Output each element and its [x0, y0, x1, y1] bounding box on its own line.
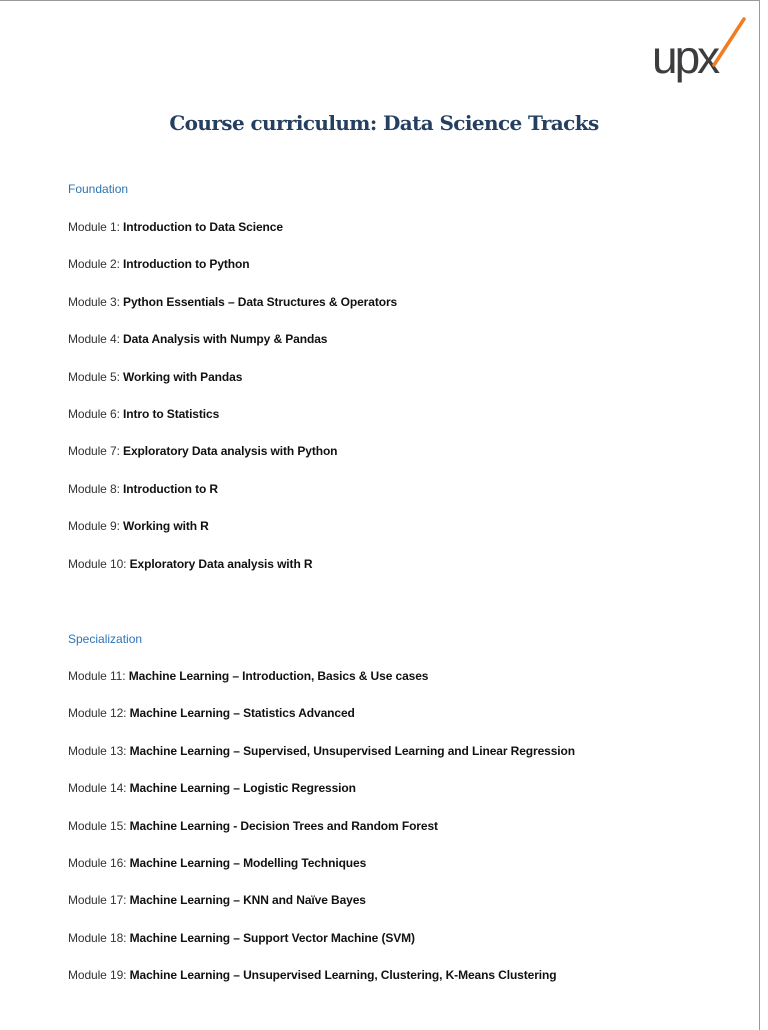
module-number: Module 7: — [68, 444, 120, 459]
module-number: Module 8: — [68, 481, 120, 496]
module-item — [68, 444, 397, 481]
module-number: Module 15: — [68, 818, 127, 833]
module-item — [68, 706, 575, 743]
module-title: Working with Pandas — [123, 369, 243, 384]
module-item — [68, 370, 397, 407]
section-heading-foundation: Foundation — [68, 182, 129, 196]
module-number: Module 17: — [68, 893, 127, 908]
module-number: Module 10: — [68, 556, 127, 571]
section-heading-specialization: Specialization — [68, 632, 143, 646]
svg-text:upx: upx — [652, 31, 718, 83]
module-number: Module 19: — [68, 968, 127, 983]
page-title: Course curriculum: Data Science Tracks — [169, 111, 599, 135]
module-item — [68, 669, 575, 706]
module-title: Exploratory Data analysis with Python — [123, 444, 338, 459]
module-number: Module 11: — [68, 669, 126, 683]
module-title: Intro to Statistics — [123, 406, 220, 421]
module-number: Module 14: — [68, 781, 127, 796]
module-item — [68, 257, 397, 294]
module-item — [68, 557, 397, 594]
module-item — [68, 744, 575, 781]
module-number: Module 5: — [68, 369, 120, 384]
module-number: Module 16: — [68, 855, 127, 870]
module-item — [68, 482, 397, 519]
module-item — [68, 968, 575, 1005]
module-item — [68, 856, 575, 893]
module-title: Introduction to Data Science — [123, 220, 283, 234]
module-number: Module 18: — [68, 930, 127, 945]
module-title: Machine Learning - Decision Trees and Random Forest — [129, 818, 438, 833]
module-item — [68, 519, 397, 556]
module-title: Machine Learning – KNN and Naïve Bayes — [129, 893, 366, 908]
upx-logo — [652, 15, 748, 89]
module-number: Module 13: — [68, 743, 127, 758]
module-item — [68, 295, 397, 332]
module-title: Machine Learning – Supervised, Unsupervised Learning and Linear Regression — [129, 743, 575, 758]
module-item — [68, 931, 575, 968]
module-number: Module 9: — [68, 519, 120, 534]
module-number: Module 4: — [68, 332, 120, 347]
module-title: Machine Learning – Introduction, Basics & Use cases — [128, 669, 429, 683]
module-number: Module 12: — [68, 706, 127, 721]
module-title: Machine Learning – Support Vector Machine (SVM) — [129, 930, 415, 945]
module-title: Machine Learning – Logistic Regression — [129, 781, 356, 796]
module-number: Module 2: — [68, 257, 120, 272]
foundation-module-list — [68, 220, 397, 594]
module-number: Module 6: — [68, 406, 120, 421]
module-title: Introduction to Python — [123, 257, 250, 272]
module-title: Working with R — [123, 519, 209, 534]
module-title: Python Essentials – Data Structures & Operators — [123, 294, 398, 309]
module-title: Introduction to R — [123, 481, 218, 496]
module-item — [68, 781, 575, 818]
specialization-module-list — [68, 669, 575, 1006]
module-number: Module 3: — [68, 294, 120, 309]
module-title: Machine Learning – Modelling Techniques — [129, 855, 367, 870]
module-number: Module 1: — [68, 220, 120, 234]
module-title: Machine Learning – Statistics Advanced — [129, 706, 355, 721]
module-title: Data Analysis with Numpy & Pandas — [123, 332, 328, 347]
module-item — [68, 220, 397, 257]
module-item — [68, 893, 575, 930]
module-title: Machine Learning – Unsupervised Learning, Clustering, K-Means Clustering — [129, 968, 557, 983]
module-item — [68, 407, 397, 444]
module-title: Exploratory Data analysis with R — [129, 556, 313, 571]
module-item — [68, 332, 397, 369]
module-item — [68, 819, 575, 856]
